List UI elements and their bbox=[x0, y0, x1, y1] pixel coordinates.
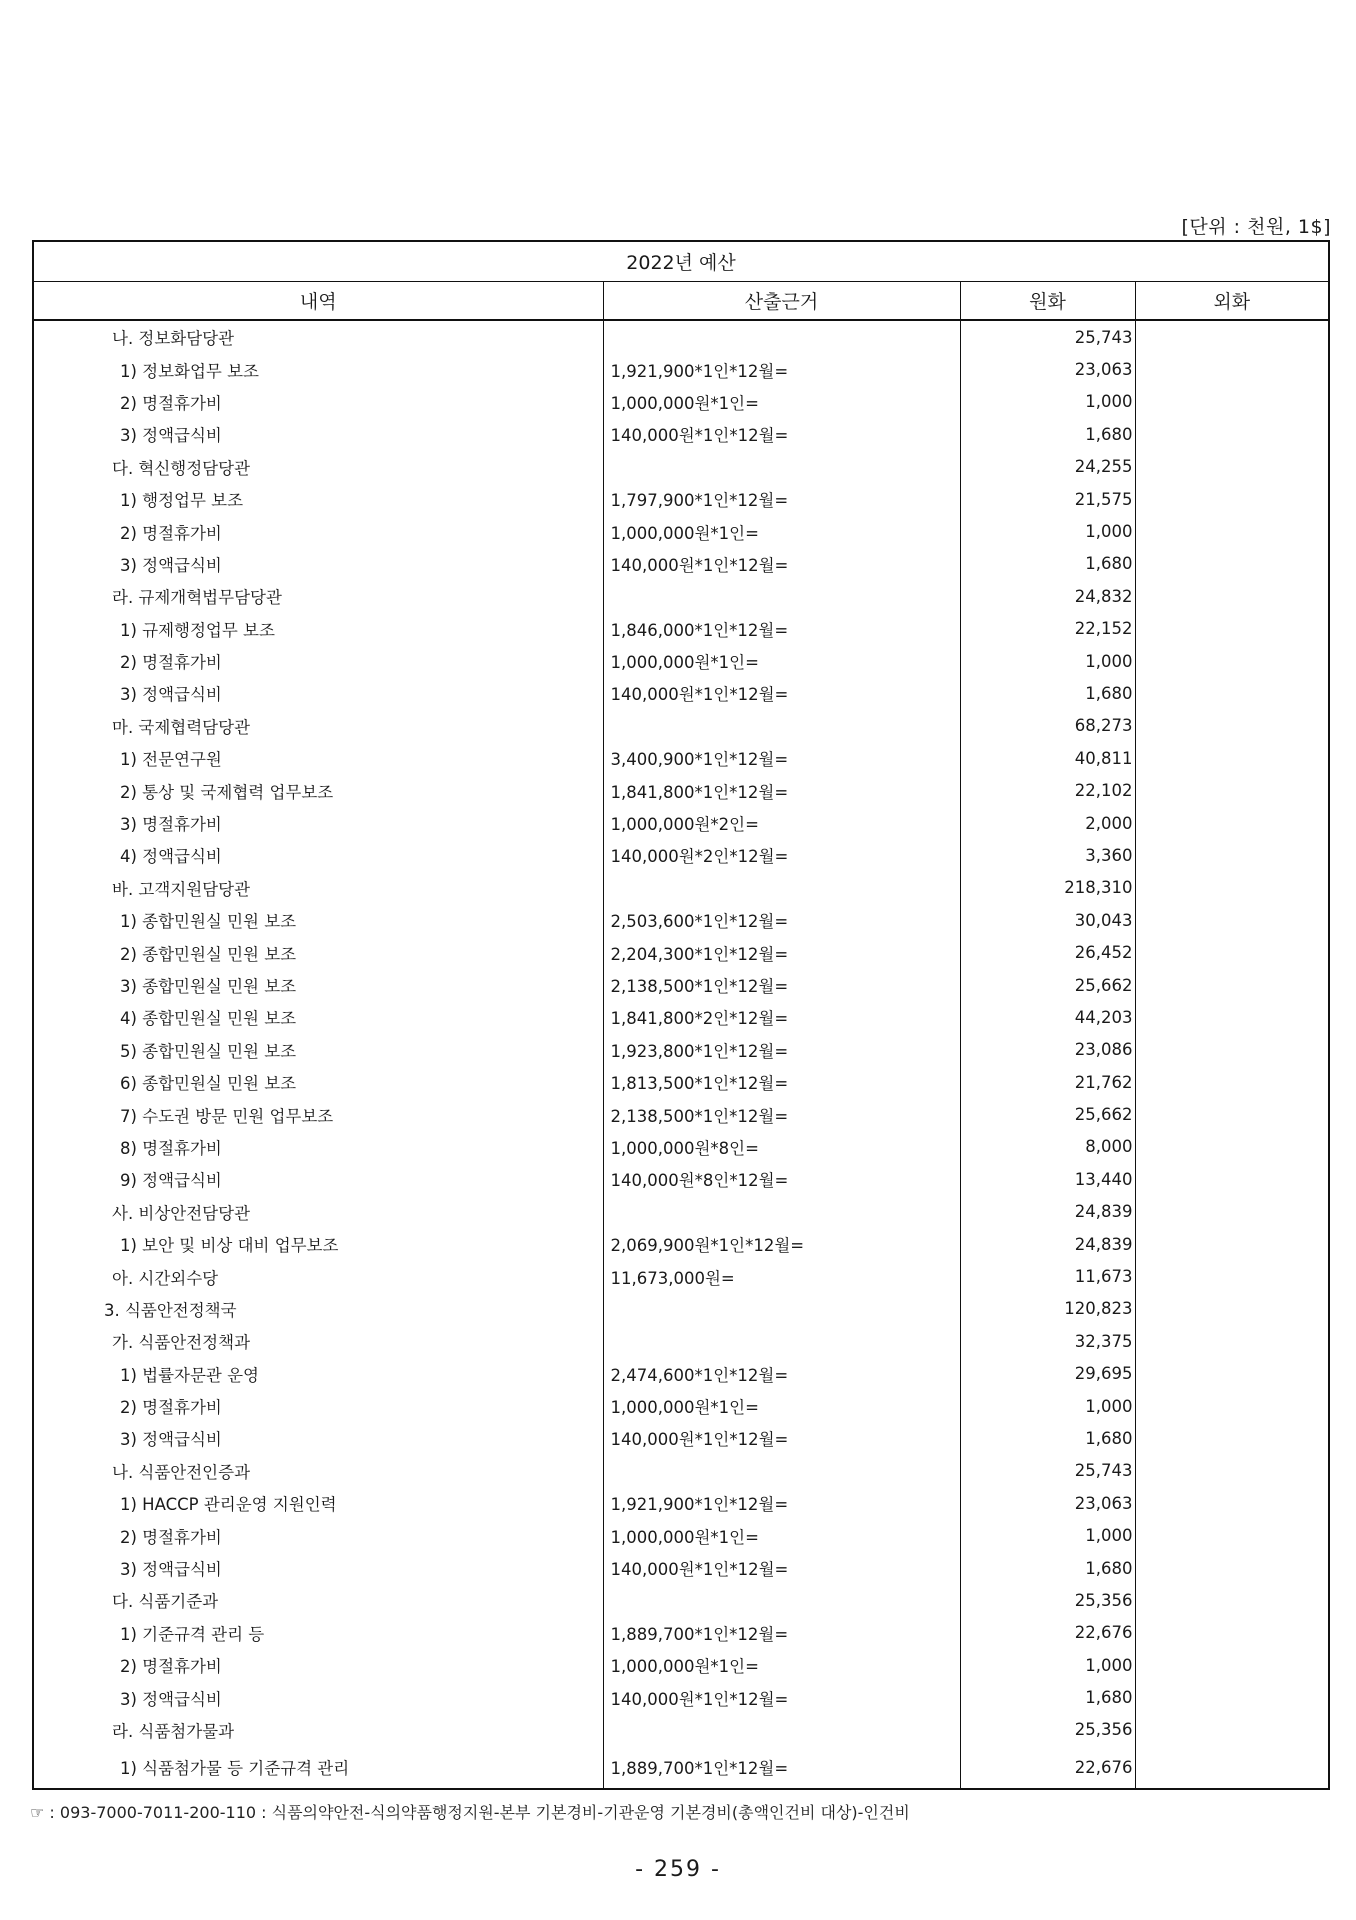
basis-cell: 1,921,900*1인*12월= bbox=[603, 1487, 960, 1519]
krw-cell: 1,680 bbox=[960, 548, 1135, 580]
item-cell: 3) 정액급식비 bbox=[33, 1552, 603, 1584]
basis-cell: 1,000,000원*1인= bbox=[603, 515, 960, 547]
item-cell: 1) HACCP 관리운영 지원인력 bbox=[33, 1487, 603, 1519]
usd-cell bbox=[1135, 418, 1329, 450]
usd-cell bbox=[1135, 548, 1329, 580]
basis-cell: 1,923,800*1인*12월= bbox=[603, 1034, 960, 1066]
usd-cell bbox=[1135, 1455, 1329, 1487]
usd-cell bbox=[1135, 1196, 1329, 1228]
table-row bbox=[33, 1260, 1329, 1292]
krw-cell: 30,043 bbox=[960, 904, 1135, 936]
usd-cell bbox=[1135, 742, 1329, 774]
table-row bbox=[33, 1649, 1329, 1681]
krw-cell: 24,255 bbox=[960, 451, 1135, 483]
table-row bbox=[33, 1163, 1329, 1195]
usd-cell bbox=[1135, 677, 1329, 709]
krw-cell: 26,452 bbox=[960, 936, 1135, 968]
item-cell: 라. 규제개혁법무담당관 bbox=[33, 580, 603, 612]
krw-cell: 1,680 bbox=[960, 677, 1135, 709]
usd-cell bbox=[1135, 1552, 1329, 1584]
basis-cell: 1,797,900*1인*12월= bbox=[603, 483, 960, 515]
item-cell: 3) 정액급식비 bbox=[33, 1422, 603, 1454]
col-header-krw: 원화 bbox=[960, 282, 1135, 321]
page-number: - 259 - bbox=[635, 1857, 721, 1882]
item-cell: 3) 정액급식비 bbox=[33, 677, 603, 709]
krw-cell: 23,063 bbox=[960, 353, 1135, 385]
basis-cell: 140,000원*1인*12월= bbox=[603, 1681, 960, 1713]
usd-cell bbox=[1135, 1487, 1329, 1519]
table-row bbox=[33, 807, 1329, 839]
item-cell: 1) 종합민원실 민원 보조 bbox=[33, 904, 603, 936]
col-header-item: 내역 bbox=[33, 282, 603, 321]
table-row bbox=[33, 1681, 1329, 1713]
usd-cell bbox=[1135, 353, 1329, 385]
basis-cell bbox=[603, 451, 960, 483]
usd-cell bbox=[1135, 839, 1329, 871]
krw-cell: 25,356 bbox=[960, 1714, 1135, 1746]
krw-cell: 24,839 bbox=[960, 1196, 1135, 1228]
item-cell: 나. 정보화담당관 bbox=[33, 320, 603, 353]
item-cell: 8) 명절휴가비 bbox=[33, 1131, 603, 1163]
table-row bbox=[33, 1034, 1329, 1066]
usd-cell bbox=[1135, 515, 1329, 547]
usd-cell bbox=[1135, 1260, 1329, 1292]
usd-cell bbox=[1135, 904, 1329, 936]
krw-cell: 68,273 bbox=[960, 710, 1135, 742]
item-cell: 2) 명절휴가비 bbox=[33, 515, 603, 547]
krw-cell: 40,811 bbox=[960, 742, 1135, 774]
usd-cell bbox=[1135, 483, 1329, 515]
table-row bbox=[33, 1487, 1329, 1519]
usd-cell bbox=[1135, 1519, 1329, 1551]
item-cell: 3) 명절휴가비 bbox=[33, 807, 603, 839]
item-cell: 3) 정액급식비 bbox=[33, 1681, 603, 1713]
usd-cell bbox=[1135, 774, 1329, 806]
usd-cell bbox=[1135, 1163, 1329, 1195]
basis-cell bbox=[603, 580, 960, 612]
item-cell: 1) 정보화업무 보조 bbox=[33, 353, 603, 385]
table-title: 2022년 예산 bbox=[33, 241, 1329, 282]
krw-cell: 25,662 bbox=[960, 1098, 1135, 1130]
krw-cell: 1,000 bbox=[960, 1649, 1135, 1681]
item-cell: 아. 시간외수당 bbox=[33, 1260, 603, 1292]
col-header-usd: 외화 bbox=[1135, 282, 1329, 321]
basis-cell: 140,000원*1인*12월= bbox=[603, 677, 960, 709]
table-row bbox=[33, 1746, 1329, 1789]
item-cell: 4) 종합민원실 민원 보조 bbox=[33, 1001, 603, 1033]
krw-cell: 1,000 bbox=[960, 515, 1135, 547]
krw-cell: 25,743 bbox=[960, 320, 1135, 353]
basis-cell: 1,000,000원*1인= bbox=[603, 645, 960, 677]
table-row bbox=[33, 936, 1329, 968]
basis-cell: 1,000,000원*1인= bbox=[603, 1649, 960, 1681]
krw-cell: 8,000 bbox=[960, 1131, 1135, 1163]
krw-cell: 1,680 bbox=[960, 1422, 1135, 1454]
table-row bbox=[33, 1131, 1329, 1163]
table-row bbox=[33, 1422, 1329, 1454]
krw-cell: 29,695 bbox=[960, 1358, 1135, 1390]
table-row bbox=[33, 872, 1329, 904]
basis-cell: 3,400,900*1인*12월= bbox=[603, 742, 960, 774]
budget-table bbox=[32, 240, 1330, 1790]
krw-cell: 1,680 bbox=[960, 1552, 1135, 1584]
basis-cell bbox=[603, 1325, 960, 1357]
usd-cell bbox=[1135, 1001, 1329, 1033]
krw-cell: 24,832 bbox=[960, 580, 1135, 612]
krw-cell: 24,839 bbox=[960, 1228, 1135, 1260]
item-cell: 사. 비상안전담당관 bbox=[33, 1196, 603, 1228]
table-row bbox=[33, 1519, 1329, 1551]
item-cell: 가. 식품안전정책과 bbox=[33, 1325, 603, 1357]
basis-cell bbox=[603, 1584, 960, 1616]
table-row bbox=[33, 353, 1329, 385]
table-row bbox=[33, 1358, 1329, 1390]
krw-cell: 22,676 bbox=[960, 1746, 1135, 1789]
item-cell: 3. 식품안전정책국 bbox=[33, 1293, 603, 1325]
usd-cell bbox=[1135, 1422, 1329, 1454]
item-cell: 6) 종합민원실 민원 보조 bbox=[33, 1066, 603, 1098]
usd-cell bbox=[1135, 1584, 1329, 1616]
table-row bbox=[33, 839, 1329, 871]
table-row bbox=[33, 386, 1329, 418]
basis-cell bbox=[603, 1455, 960, 1487]
usd-cell bbox=[1135, 969, 1329, 1001]
item-cell: 라. 식품첨가물과 bbox=[33, 1714, 603, 1746]
usd-cell bbox=[1135, 1098, 1329, 1130]
usd-cell bbox=[1135, 1358, 1329, 1390]
table-row bbox=[33, 1228, 1329, 1260]
item-cell: 1) 규제행정업무 보조 bbox=[33, 613, 603, 645]
item-cell: 7) 수도권 방문 민원 업무보조 bbox=[33, 1098, 603, 1130]
basis-cell: 140,000원*2인*12월= bbox=[603, 839, 960, 871]
usd-cell bbox=[1135, 645, 1329, 677]
krw-cell: 23,063 bbox=[960, 1487, 1135, 1519]
krw-cell: 2,000 bbox=[960, 807, 1135, 839]
table-row bbox=[33, 1066, 1329, 1098]
basis-cell: 140,000원*1인*12월= bbox=[603, 1422, 960, 1454]
table-row bbox=[33, 1617, 1329, 1649]
item-cell: 3) 종합민원실 민원 보조 bbox=[33, 969, 603, 1001]
usd-cell bbox=[1135, 1131, 1329, 1163]
basis-cell bbox=[603, 1714, 960, 1746]
usd-cell bbox=[1135, 1293, 1329, 1325]
item-cell: 다. 식품기준과 bbox=[33, 1584, 603, 1616]
table-row bbox=[33, 1325, 1329, 1357]
table-row bbox=[33, 1390, 1329, 1422]
basis-cell: 1,000,000원*8인= bbox=[603, 1131, 960, 1163]
basis-cell: 1,846,000*1인*12월= bbox=[603, 613, 960, 645]
item-cell: 2) 종합민원실 민원 보조 bbox=[33, 936, 603, 968]
table-row bbox=[33, 613, 1329, 645]
krw-cell: 1,000 bbox=[960, 1390, 1135, 1422]
basis-cell: 2,503,600*1인*12월= bbox=[603, 904, 960, 936]
item-cell: 9) 정액급식비 bbox=[33, 1163, 603, 1195]
usd-cell bbox=[1135, 386, 1329, 418]
footnote: ☞ : 093-7000-7011-200-110 : 식품의약안전-식의약품행정지원-본부 기본경비-기관운영 기본경비(총액인건비 대상)-인건비 bbox=[30, 1803, 910, 1822]
basis-cell: 1,000,000원*1인= bbox=[603, 1390, 960, 1422]
usd-cell bbox=[1135, 1714, 1329, 1746]
basis-cell bbox=[603, 710, 960, 742]
basis-cell: 2,069,900원*1인*12월= bbox=[603, 1228, 960, 1260]
item-cell: 2) 명절휴가비 bbox=[33, 1519, 603, 1551]
table-row bbox=[33, 1584, 1329, 1616]
table-row bbox=[33, 320, 1329, 353]
item-cell: 다. 혁신행정담당관 bbox=[33, 451, 603, 483]
krw-cell: 25,356 bbox=[960, 1584, 1135, 1616]
krw-cell: 32,375 bbox=[960, 1325, 1135, 1357]
basis-cell: 1,000,000원*2인= bbox=[603, 807, 960, 839]
table-row bbox=[33, 418, 1329, 450]
krw-cell: 11,673 bbox=[960, 1260, 1135, 1292]
basis-cell: 11,673,000원= bbox=[603, 1260, 960, 1292]
krw-cell: 120,823 bbox=[960, 1293, 1135, 1325]
basis-cell: 1,000,000원*1인= bbox=[603, 1519, 960, 1551]
item-cell: 2) 명절휴가비 bbox=[33, 1390, 603, 1422]
basis-cell: 1,000,000원*1인= bbox=[603, 386, 960, 418]
table-row bbox=[33, 1552, 1329, 1584]
table-row bbox=[33, 1196, 1329, 1228]
table-body bbox=[33, 320, 1329, 1789]
basis-cell: 2,138,500*1인*12월= bbox=[603, 1098, 960, 1130]
basis-cell: 2,138,500*1인*12월= bbox=[603, 969, 960, 1001]
basis-cell: 2,204,300*1인*12월= bbox=[603, 936, 960, 968]
unit-label: [단위 : 천원, 1$] bbox=[1181, 216, 1331, 238]
item-cell: 2) 명절휴가비 bbox=[33, 1649, 603, 1681]
usd-cell bbox=[1135, 1746, 1329, 1789]
item-cell: 1) 전문연구원 bbox=[33, 742, 603, 774]
item-cell: 1) 보안 및 비상 대비 업무보조 bbox=[33, 1228, 603, 1260]
krw-cell: 21,762 bbox=[960, 1066, 1135, 1098]
usd-cell bbox=[1135, 1228, 1329, 1260]
krw-cell: 25,662 bbox=[960, 969, 1135, 1001]
usd-cell bbox=[1135, 613, 1329, 645]
krw-cell: 3,360 bbox=[960, 839, 1135, 871]
table-row bbox=[33, 774, 1329, 806]
table-row bbox=[33, 580, 1329, 612]
table-row bbox=[33, 548, 1329, 580]
krw-cell: 22,152 bbox=[960, 613, 1135, 645]
table-row bbox=[33, 645, 1329, 677]
krw-cell: 13,440 bbox=[960, 1163, 1135, 1195]
usd-cell bbox=[1135, 1066, 1329, 1098]
table-row bbox=[33, 483, 1329, 515]
item-cell: 2) 통상 및 국제협력 업무보조 bbox=[33, 774, 603, 806]
table-row bbox=[33, 1714, 1329, 1746]
krw-cell: 1,680 bbox=[960, 1681, 1135, 1713]
table-row bbox=[33, 710, 1329, 742]
krw-cell: 1,680 bbox=[960, 418, 1135, 450]
basis-cell: 2,474,600*1인*12월= bbox=[603, 1358, 960, 1390]
item-cell: 2) 명절휴가비 bbox=[33, 645, 603, 677]
krw-cell: 218,310 bbox=[960, 872, 1135, 904]
basis-cell: 1,841,800*2인*12월= bbox=[603, 1001, 960, 1033]
table-row bbox=[33, 451, 1329, 483]
basis-cell: 140,000원*1인*12월= bbox=[603, 548, 960, 580]
table-row bbox=[33, 1098, 1329, 1130]
usd-cell bbox=[1135, 1617, 1329, 1649]
basis-cell: 1,889,700*1인*12월= bbox=[603, 1746, 960, 1789]
krw-cell: 1,000 bbox=[960, 645, 1135, 677]
usd-cell bbox=[1135, 1681, 1329, 1713]
usd-cell bbox=[1135, 872, 1329, 904]
krw-cell: 22,102 bbox=[960, 774, 1135, 806]
basis-cell: 1,889,700*1인*12월= bbox=[603, 1617, 960, 1649]
basis-cell: 140,000원*8인*12월= bbox=[603, 1163, 960, 1195]
basis-cell bbox=[603, 320, 960, 353]
basis-cell: 1,813,500*1인*12월= bbox=[603, 1066, 960, 1098]
usd-cell bbox=[1135, 807, 1329, 839]
basis-cell bbox=[603, 872, 960, 904]
item-cell: 4) 정액급식비 bbox=[33, 839, 603, 871]
usd-cell bbox=[1135, 320, 1329, 353]
krw-cell: 1,000 bbox=[960, 1519, 1135, 1551]
krw-cell: 25,743 bbox=[960, 1455, 1135, 1487]
basis-cell: 1,921,900*1인*12월= bbox=[603, 353, 960, 385]
table-row bbox=[33, 969, 1329, 1001]
basis-cell bbox=[603, 1196, 960, 1228]
table-row bbox=[33, 1455, 1329, 1487]
basis-cell bbox=[603, 1293, 960, 1325]
usd-cell bbox=[1135, 1649, 1329, 1681]
table-row bbox=[33, 1001, 1329, 1033]
item-cell: 2) 명절휴가비 bbox=[33, 386, 603, 418]
table-row bbox=[33, 1293, 1329, 1325]
krw-cell: 21,575 bbox=[960, 483, 1135, 515]
table-row bbox=[33, 677, 1329, 709]
table-row bbox=[33, 515, 1329, 547]
krw-cell: 44,203 bbox=[960, 1001, 1135, 1033]
item-cell: 1) 식품첨가물 등 기준규격 관리 bbox=[33, 1746, 603, 1789]
item-cell: 1) 기준규격 관리 등 bbox=[33, 1617, 603, 1649]
basis-cell: 140,000원*1인*12월= bbox=[603, 418, 960, 450]
usd-cell bbox=[1135, 451, 1329, 483]
item-cell: 1) 법률자문관 운영 bbox=[33, 1358, 603, 1390]
basis-cell: 140,000원*1인*12월= bbox=[603, 1552, 960, 1584]
item-cell: 3) 정액급식비 bbox=[33, 418, 603, 450]
table-row bbox=[33, 904, 1329, 936]
col-header-basis: 산출근거 bbox=[603, 282, 960, 321]
usd-cell bbox=[1135, 580, 1329, 612]
krw-cell: 1,000 bbox=[960, 386, 1135, 418]
usd-cell bbox=[1135, 1390, 1329, 1422]
basis-cell: 1,841,800*1인*12월= bbox=[603, 774, 960, 806]
usd-cell bbox=[1135, 1325, 1329, 1357]
usd-cell bbox=[1135, 710, 1329, 742]
table-row bbox=[33, 742, 1329, 774]
krw-cell: 23,086 bbox=[960, 1034, 1135, 1066]
krw-cell: 22,676 bbox=[960, 1617, 1135, 1649]
item-cell: 5) 종합민원실 민원 보조 bbox=[33, 1034, 603, 1066]
usd-cell bbox=[1135, 1034, 1329, 1066]
item-cell: 1) 행정업무 보조 bbox=[33, 483, 603, 515]
item-cell: 바. 고객지원담당관 bbox=[33, 872, 603, 904]
item-cell: 3) 정액급식비 bbox=[33, 548, 603, 580]
item-cell: 마. 국제협력담당관 bbox=[33, 710, 603, 742]
item-cell: 나. 식품안전인증과 bbox=[33, 1455, 603, 1487]
usd-cell bbox=[1135, 936, 1329, 968]
